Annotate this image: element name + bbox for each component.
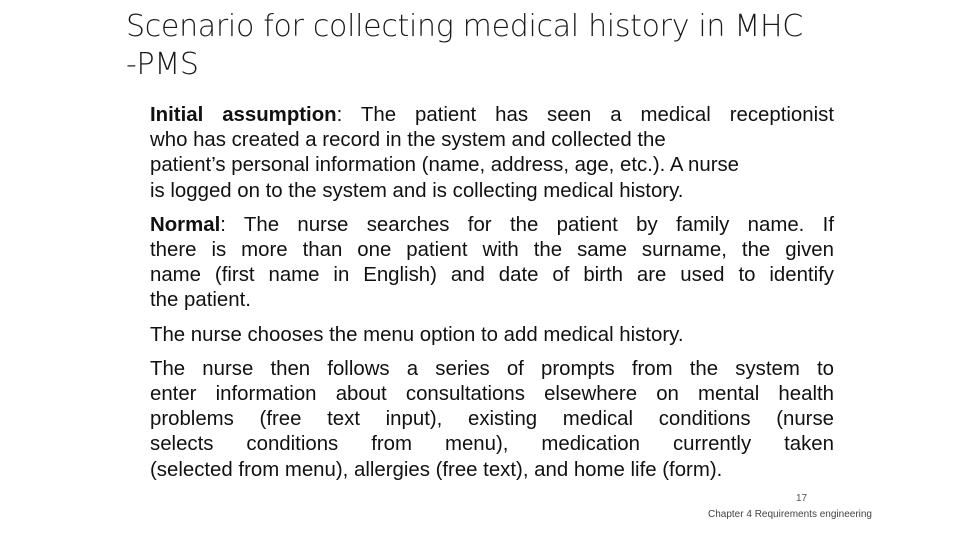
slide-title xyxy=(126,8,846,84)
text-line: there is more than one patient with the same surname, the given xyxy=(150,239,834,262)
text-line: The nurse chooses the menu option to add medical history. xyxy=(150,323,684,346)
text-line: who has created a record in the system and collected the xyxy=(150,129,666,152)
text-line: enter information about consultations elsewhere on mental health xyxy=(150,383,834,406)
text-line xyxy=(150,103,834,128)
lead-label-initial-assumption: Initial assumption xyxy=(150,104,337,126)
text-line: problems (free text input), existing medical conditions (nurse xyxy=(150,408,834,431)
lead-label-normal: Normal xyxy=(150,213,221,236)
text-line: (selected from menu), allergies (free text), and home life (form). xyxy=(150,458,723,481)
page-number: 17 xyxy=(796,493,808,504)
paragraph-normal xyxy=(150,213,834,314)
footer-chapter: Chapter 4 Requirements engineering xyxy=(708,509,872,520)
text-line: The nurse then follows a series of prompts from the system to xyxy=(150,357,834,380)
slide-title-line-1: Scenario for collecting medical history in MHC xyxy=(126,9,803,44)
paragraph-menu-option xyxy=(150,323,834,348)
text-line xyxy=(150,213,834,238)
line-text: : The patient has seen a medical receptionist xyxy=(336,104,834,126)
text-line: name (first name in English) and date of birth are used to identify xyxy=(150,264,834,287)
text-line: is logged on to the system and is collecting medical history. xyxy=(150,179,684,202)
text-line: the patient. xyxy=(150,289,251,312)
text-line: patient’s personal information (name, address, age, etc.). A nurse xyxy=(150,154,740,177)
slide-title-line-2: -PMS xyxy=(126,47,199,82)
text-line: selects conditions from menu), medication currently taken xyxy=(150,433,834,456)
scenario-body xyxy=(150,103,834,483)
paragraph-prompts xyxy=(150,357,834,483)
line-text: : The nurse searches for the patient by family name. If xyxy=(220,213,834,236)
paragraph-initial-assumption xyxy=(150,103,834,204)
